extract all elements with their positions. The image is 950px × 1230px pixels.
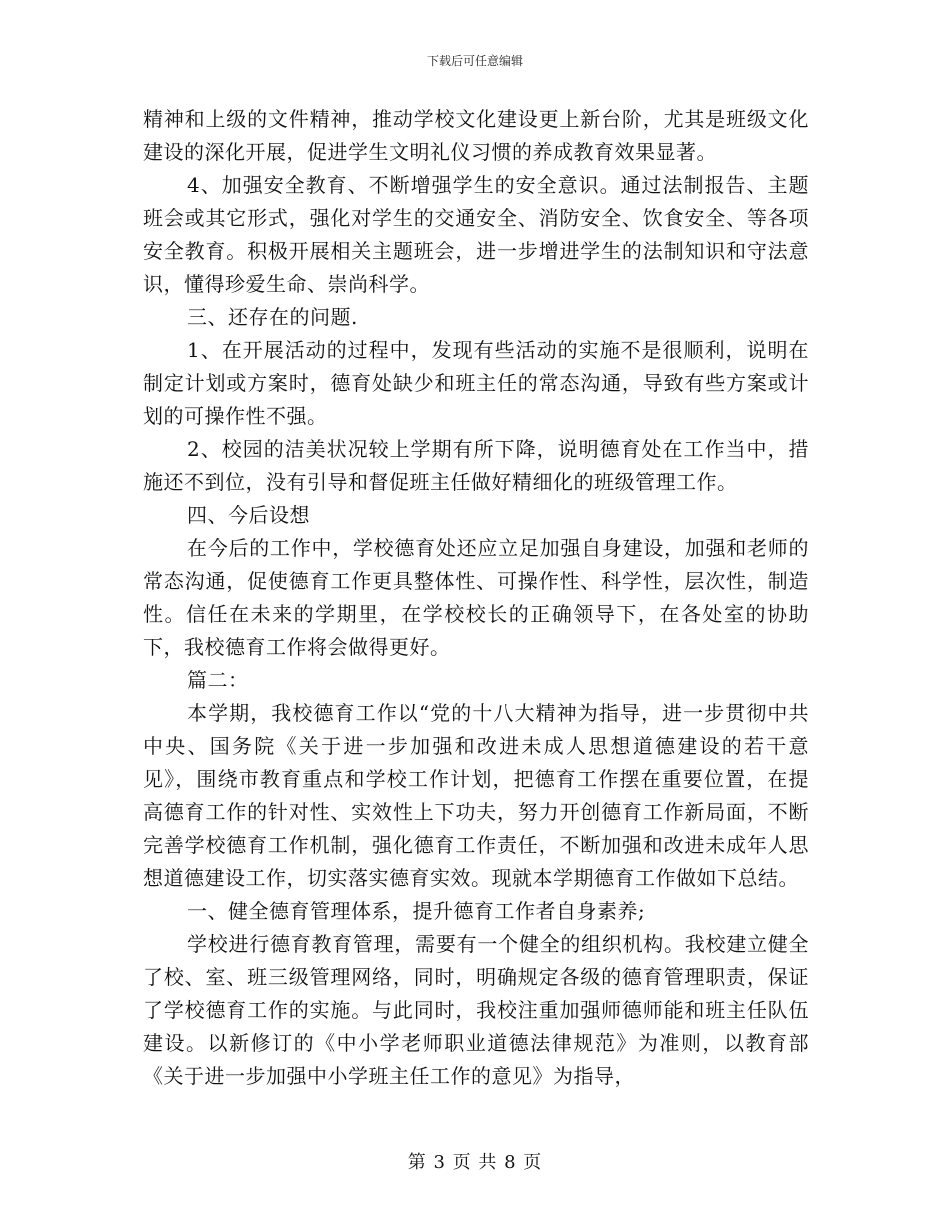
section-heading: 一、健全德育管理体系，提升德育工作者自身素养; — [187, 899, 646, 923]
paragraph: 4、加强安全教育、不断增强学生的安全意识。通过法制报告、主题班会或其它形式，强化对学生的交通安全、消防安全、饮食安全、等各项安全教育。积极开展相关主题班会，进一步增进学生的法制知识和守法意识，懂得珍爱生命、崇尚科学。 — [143, 173, 809, 296]
paragraph: 在今后的工作中，学校德育处还应立足加强自身建设，加强和老师的常态沟通，促使德育工作更具整体性、可操作性、科学性，层次性，制造性。信任在未来的学期里，在学校校长的正确领导下，在各处室的协助下，我校德育工作将会做得更好。 — [143, 536, 809, 659]
paragraph: 1、在开展活动的过程中，发现有些活动的实施不是很顺利，说明在制定计划或方案时，德育处缺少和班主任的常态沟通，导致有些方案或计划的可操作性不强。 — [143, 338, 809, 428]
document-body — [143, 103, 809, 1093]
page-header: 下载后可任意编辑 — [426, 54, 523, 68]
paragraph: 2、校园的洁美状况较上学期有所下降，说明德育处在工作当中，措施还不到位，没有引导和督促班主任做好精细化的班级管理工作。 — [143, 437, 809, 494]
paragraph: 精神和上级的文件精神，推动学校文化建设更上新台阶，尤其是班级文化建设的深化开展，促进学生文明礼仪习惯的养成教育效果显著。 — [143, 107, 809, 164]
section-heading: 三、还存在的问题. — [187, 305, 358, 329]
section-heading: 篇二： — [187, 668, 249, 692]
section-heading: 四、今后设想 — [187, 503, 310, 527]
page-number: 第 3 页 共 8 页 — [407, 1152, 543, 1173]
paragraph: 学校进行德育教育管理，需要有一个健全的组织机构。我校建立健全了校、室、班三级管理网络，同时，明确规定各级的德育管理职责，保证了学校德育工作的实施。与此同时，我校注重加强师德师能和班主任队伍建设。以新修订的《中小学老师职业道德法律规范》为准则，以教育部《关于进一步加强中小学班主任工作的意见》为指导， — [143, 932, 809, 1088]
paragraph: 本学期，我校德育工作以“党的十八大精神为指导，进一步贯彻中共中央、国务院《关于进一步加强和改进未成人思想道德建设的若干意见》，围绕市教育重点和学校工作计划，把德育工作摆在重要位置，在提高德育工作的针对性、实效性上下功夫，努力开创德育工作新局面，不断完善学校德育工作机制，强化德育工作责任，不断加强和改进未成年人思想道德建设工作，切实落实德育实效。现就本学期德育工作做如下总结。 — [143, 701, 809, 890]
